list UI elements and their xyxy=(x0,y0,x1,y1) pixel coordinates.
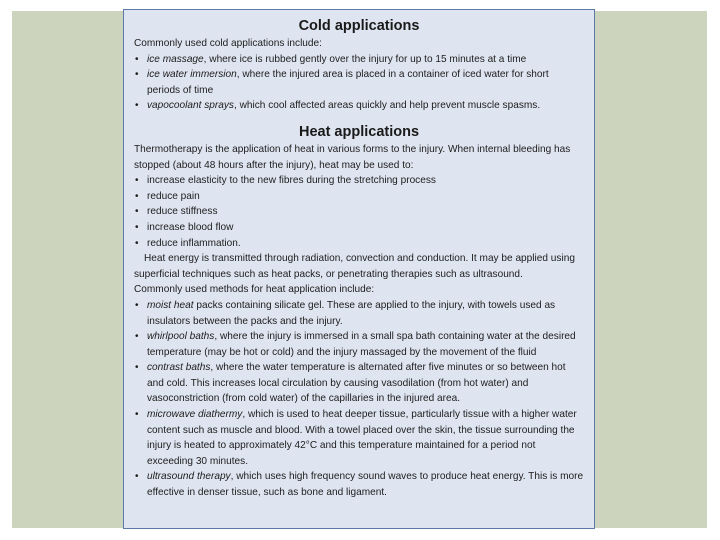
heat-uses-list xyxy=(134,173,584,251)
heat-transfer-paragraph: Heat energy is transmitted through radiation, convection and conduction. It may be applied using superficial techniques such as heat packs, or penetrating therapies such as ultrasound. xyxy=(134,253,575,280)
item-term: ultrasound therapy xyxy=(147,471,231,483)
item-term: moist heat xyxy=(147,299,194,311)
item-text: , where the injury is immersed in a small spa bath containing water at the desired temperature (may be hot or cold) and the injury massaged by the movement of the fluid xyxy=(147,331,576,358)
list-item xyxy=(134,298,584,329)
heat-methods-list xyxy=(134,298,584,501)
item-text: , which uses high frequency sound waves to produce heat energy. This is more effective in denser tissue, such as bone and ligament. xyxy=(147,471,584,499)
list-item xyxy=(134,329,584,360)
bullet-icon: • xyxy=(135,206,139,218)
list-item xyxy=(134,67,584,98)
item-term: contrast baths xyxy=(147,362,211,374)
heat-applications-heading: Heat applications xyxy=(298,123,420,140)
item-term: ice water immersion xyxy=(147,69,237,81)
item-term: whirlpool baths xyxy=(147,331,215,343)
bullet-icon: • xyxy=(135,100,139,112)
item-text: , which is used to heat deeper tissue, particularly tissue with a higher water content such as muscle and blood. With a towel placed over the skin, the tissue surrounding the injury is heated to approximately 42°C and this temperature maintained for a period not exceeding 30 minutes. xyxy=(147,409,577,467)
item-term: ice massage xyxy=(147,53,204,65)
item-text: packs containing silicate gel. These are applied to the injury, with towels used as insulators between the packs and the injury. xyxy=(147,299,556,327)
bullet-icon: • xyxy=(135,331,139,343)
list-item xyxy=(134,469,584,500)
list-item xyxy=(134,360,584,407)
cold-applications-list xyxy=(134,52,584,114)
item-text: reduce stiffness xyxy=(147,206,218,218)
bullet-icon: • xyxy=(135,299,139,311)
item-text: , where the water temperature is alternated after five minutes or so between hot and cold. This increases local circulation by causing vasodilation (from hot water) and vasoconstriction (from cold water) of the capillaries in the injured area. xyxy=(147,362,566,405)
bullet-icon: • xyxy=(135,409,139,421)
list-item xyxy=(134,407,584,469)
item-text: , which cool affected areas quickly and help prevent muscle spasms. xyxy=(233,100,541,112)
bullet-icon: • xyxy=(135,69,139,81)
item-text: increase elasticity to the new fibres during the stretching process xyxy=(147,175,436,187)
item-text: , where ice is rubbed gently over the injury for up to 15 minutes at a time xyxy=(203,53,527,65)
bullet-icon: • xyxy=(135,175,139,187)
bullet-icon: • xyxy=(135,190,139,202)
bullet-icon: • xyxy=(135,471,139,483)
bullet-icon: • xyxy=(135,53,139,65)
list-item xyxy=(134,173,584,189)
bullet-icon: • xyxy=(135,221,139,233)
list-item xyxy=(134,204,584,220)
item-term: vapocoolant sprays xyxy=(147,100,234,112)
list-item xyxy=(134,98,584,114)
list-item xyxy=(134,220,584,236)
list-item xyxy=(134,52,584,68)
bullet-icon: • xyxy=(135,362,139,374)
item-text: , where the injured area is placed in a container of iced water for short periods of time xyxy=(147,69,549,96)
content-panel xyxy=(123,9,595,529)
item-text: increase blood flow xyxy=(147,221,234,233)
bullet-icon: • xyxy=(135,237,139,249)
item-term: microwave diathermy xyxy=(147,409,243,421)
cold-applications-heading: Cold applications xyxy=(298,18,420,34)
list-item xyxy=(134,189,584,205)
heat-methods-intro: Commonly used methods for heat application include: xyxy=(134,284,375,296)
heat-intro: Thermotherapy is the application of heat in various forms to the injury. When internal bleeding has stopped (about 48 hours after the injury), heat may be used to: xyxy=(134,143,571,171)
list-item xyxy=(134,236,584,252)
item-text: reduce inflammation. xyxy=(147,237,241,249)
cold-intro: Commonly used cold applications include: xyxy=(134,38,322,49)
item-text: reduce pain xyxy=(147,190,200,202)
